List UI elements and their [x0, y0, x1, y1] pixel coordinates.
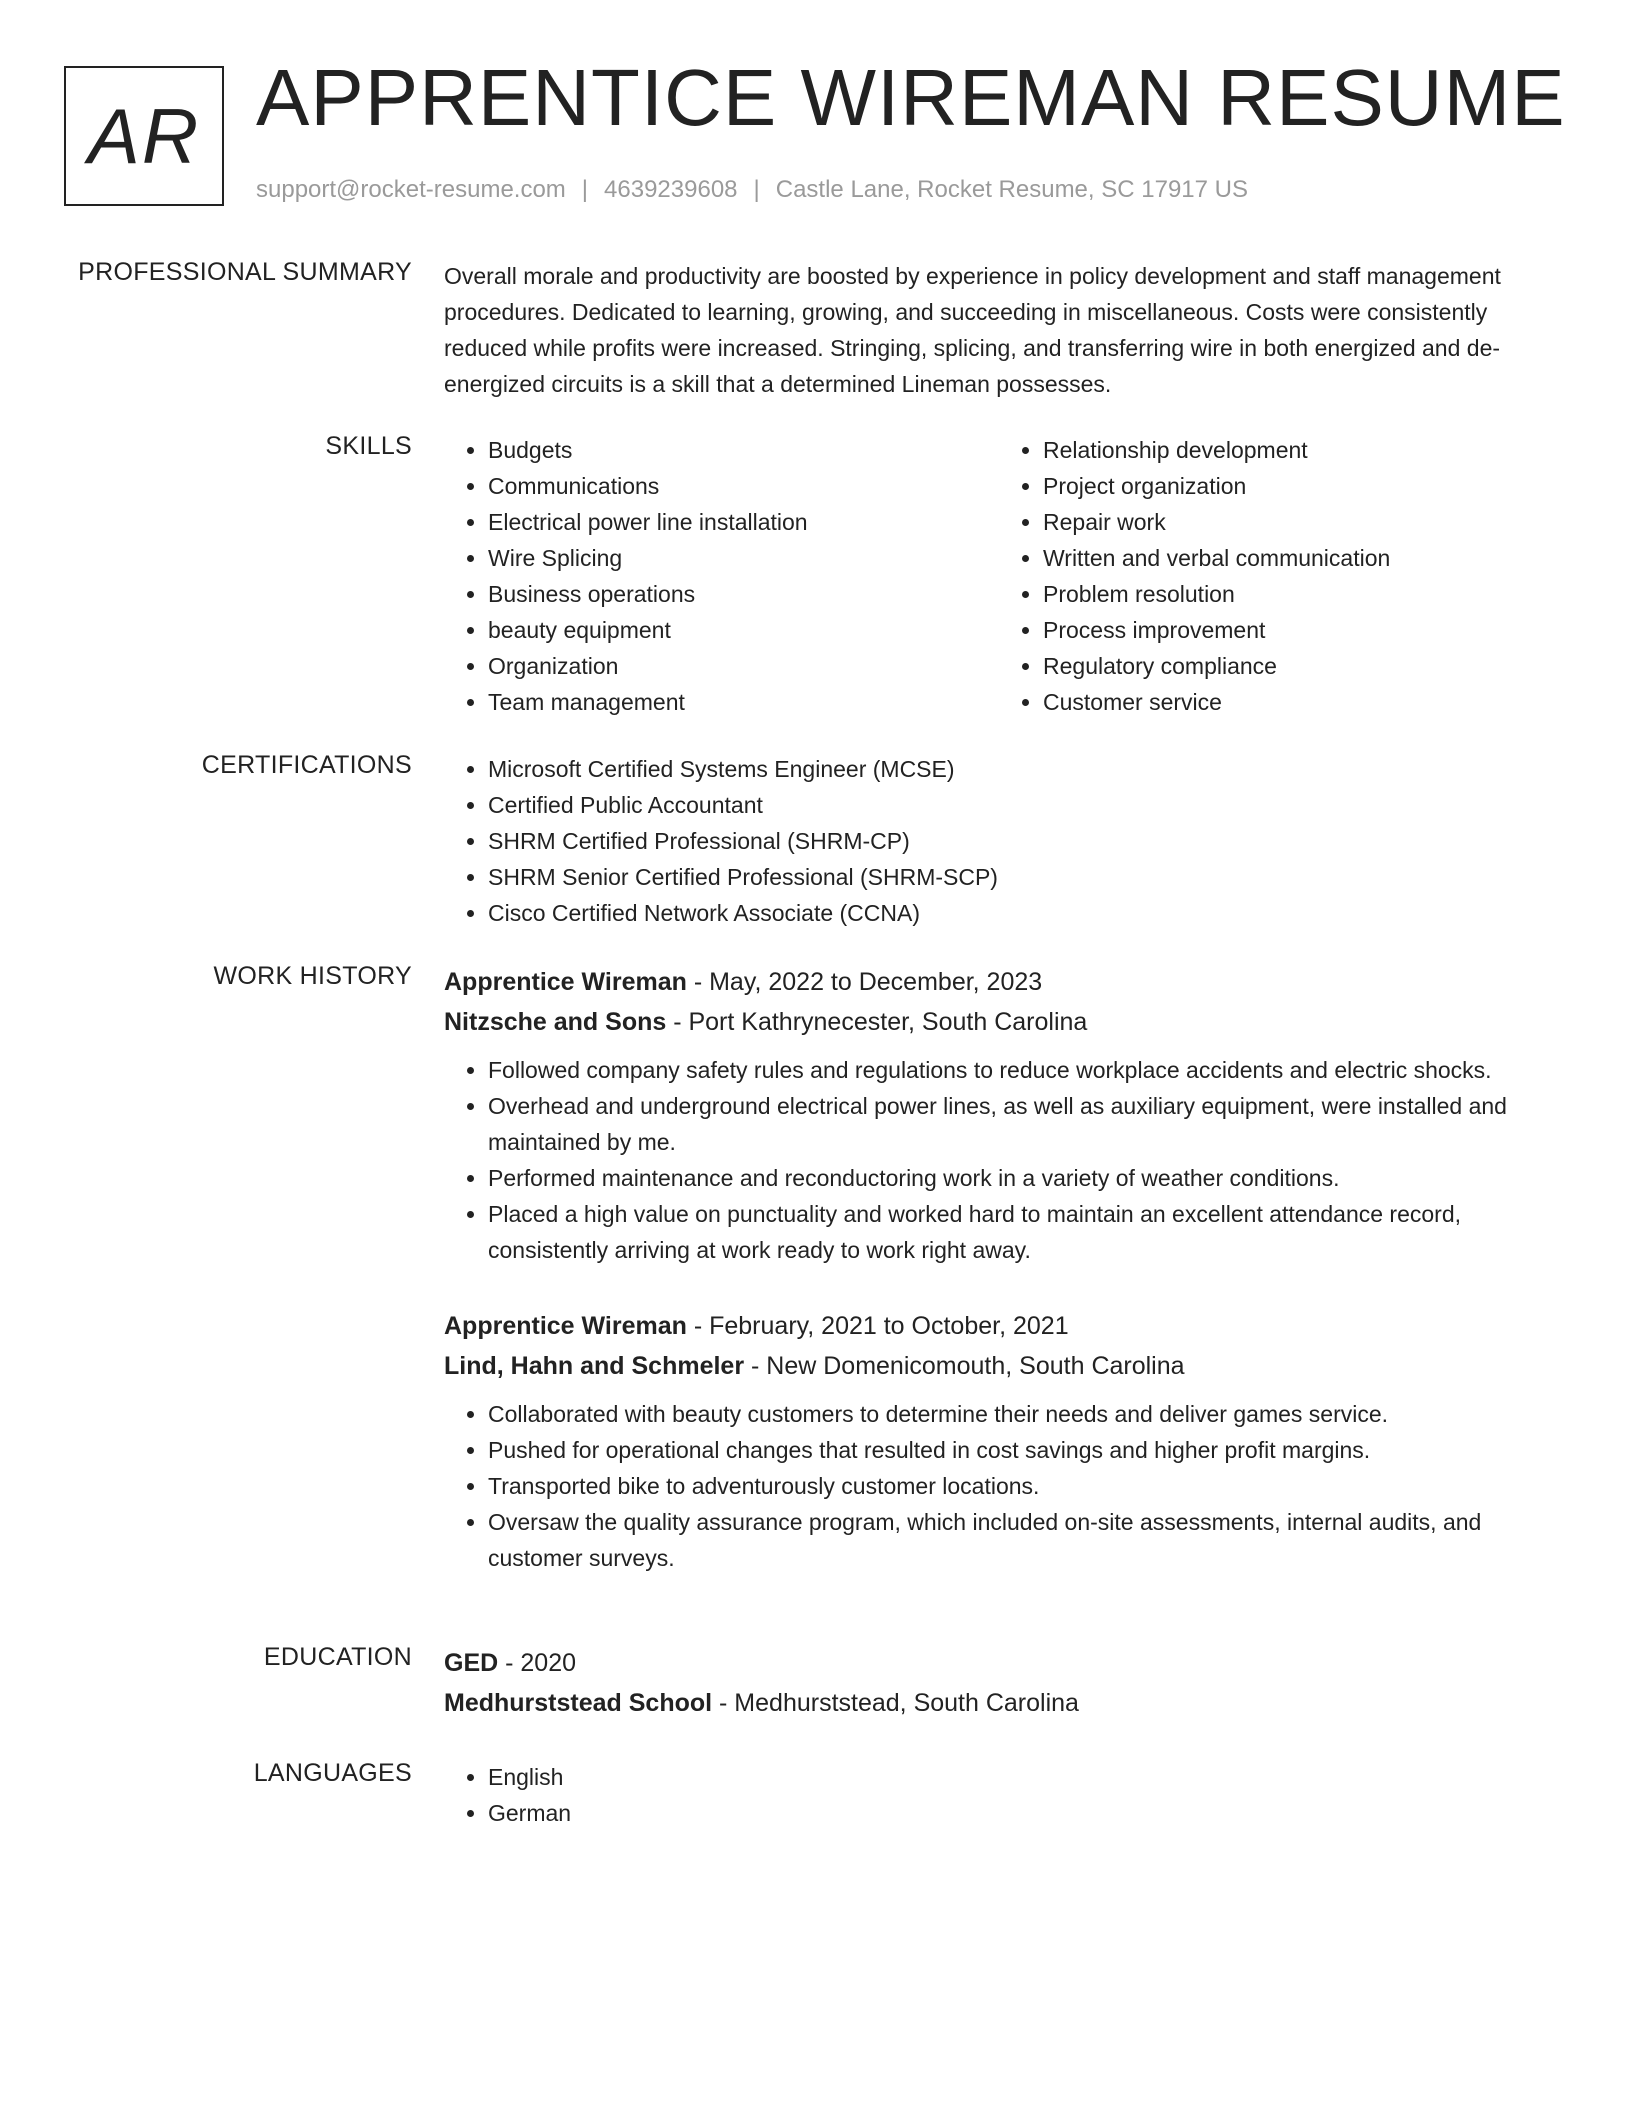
job-location: - New Domenicomouth, South Carolina	[744, 1352, 1185, 1380]
education-body	[444, 1643, 1554, 1723]
list-item: • Problem resolution	[1043, 576, 1554, 612]
list-item: • Relationship development	[1043, 432, 1554, 468]
languages-list	[444, 1759, 1554, 1831]
job-entry	[444, 1306, 1554, 1576]
list-item: • Project organization	[1043, 468, 1554, 504]
summary-text: Overall morale and productivity are boosted by experience in policy development and staff management procedures. Dedicated to learning, growing, and succeeding in miscellaneous. Costs were consistently reduced while profits were increased. Stringing, splicing, and transferring wire in both energized and de-energized circuits is a skill that a determined Lineman possesses.	[444, 263, 1501, 397]
certifications-list	[444, 751, 1554, 931]
list-item: • Followed company safety rules and regulations to reduce workplace accidents and electric shocks.	[488, 1052, 1554, 1088]
list-item: • Overhead and underground electrical power lines, as well as auxiliary equipment, were installed and maintained by me.	[488, 1088, 1554, 1160]
education-school: Medhurststead School	[444, 1689, 713, 1717]
certifications-body	[444, 751, 1554, 931]
job-bullets	[444, 1052, 1554, 1268]
list-item: • Oversaw the quality assurance program, which included on-site assessments, internal audits, and customer surveys.	[488, 1504, 1554, 1576]
list-item: • SHRM Certified Professional (SHRM-CP)	[488, 823, 1554, 859]
job-bullets	[444, 1396, 1554, 1576]
job-entry	[444, 962, 1554, 1268]
languages-body	[444, 1759, 1554, 1831]
job-title-line	[444, 962, 1554, 1002]
list-item: • Process improvement	[1043, 612, 1554, 648]
monogram-initials: AR	[87, 91, 201, 180]
section-label: LANGUAGES	[253, 1759, 412, 1787]
section-label: PROFESSIONAL SUMMARY	[78, 258, 412, 286]
education-location: - Medhurststead, South Carolina	[712, 1689, 1079, 1717]
contact-email: support@rocket-resume.com	[256, 176, 566, 203]
summary-body	[444, 258, 1554, 402]
job-title: Apprentice Wireman	[444, 968, 687, 996]
skills-column-left	[444, 432, 999, 720]
job-company: Nitzsche and Sons	[444, 1008, 667, 1036]
section-label: SKILLS	[325, 432, 412, 460]
contact-line	[256, 176, 1248, 204]
section-label: CERTIFICATIONS	[201, 751, 412, 779]
list-item: • Transported bike to adventurously customer locations.	[488, 1468, 1554, 1504]
job-dates: - May, 2022 to December, 2023	[686, 968, 1043, 996]
list-item: • Customer service	[1043, 684, 1554, 720]
contact-phone: 4639239608	[604, 176, 738, 203]
job-title: Apprentice Wireman	[444, 1312, 687, 1340]
contact-separator: |	[581, 176, 589, 203]
job-company-line	[444, 1346, 1554, 1386]
section-label: WORK HISTORY	[213, 962, 412, 990]
list-item: • English	[488, 1759, 1554, 1795]
list-item: • SHRM Senior Certified Professional (SHRM-SCP)	[488, 859, 1554, 895]
list-item: • Collaborated with beauty customers to determine their needs and deliver games service.	[488, 1396, 1554, 1432]
list-item: • Cisco Certified Network Associate (CCNA)	[488, 895, 1554, 931]
work-history-body	[444, 962, 1554, 1614]
list-item: • Microsoft Certified Systems Engineer (MCSE)	[488, 751, 1554, 787]
list-item: • Performed maintenance and reconductoring work in a variety of weather conditions.	[488, 1160, 1554, 1196]
list-item: • Budgets	[488, 432, 999, 468]
education-degree-line	[444, 1643, 1554, 1683]
list-item: • Business operations	[488, 576, 999, 612]
list-item: • Placed a high value on punctuality and worked hard to maintain an excellent attendance record, consistently arriving at work ready to work right away.	[488, 1196, 1554, 1268]
list-item: • Organization	[488, 648, 999, 684]
list-item: • Regulatory compliance	[1043, 648, 1554, 684]
education-school-line	[444, 1683, 1554, 1723]
education-degree: GED	[444, 1649, 499, 1677]
job-location: - Port Kathrynecester, South Carolina	[666, 1008, 1088, 1036]
list-item: • Written and verbal communication	[1043, 540, 1554, 576]
list-item: • Team management	[488, 684, 999, 720]
list-item: • Pushed for operational changes that resulted in cost savings and higher profit margins.	[488, 1432, 1554, 1468]
list-item: • Electrical power line installation	[488, 504, 999, 540]
list-item: • beauty equipment	[488, 612, 999, 648]
job-dates: - February, 2021 to October, 2021	[686, 1312, 1069, 1340]
job-company-line	[444, 1002, 1554, 1042]
list-item: • Communications	[488, 468, 999, 504]
skills-column-right	[999, 432, 1554, 720]
contact-separator: |	[753, 176, 760, 203]
job-title-line	[444, 1306, 1554, 1346]
section-label: EDUCATION	[263, 1643, 412, 1671]
education-year: - 2020	[498, 1649, 577, 1677]
monogram-box	[64, 66, 224, 206]
skills-body	[444, 432, 1554, 720]
list-item: • Repair work	[1043, 504, 1554, 540]
page-title: APPRENTICE WIREMAN RESUME	[256, 53, 1566, 142]
list-item: • Wire Splicing	[488, 540, 999, 576]
list-item: • Certified Public Accountant	[488, 787, 1554, 823]
job-company: Lind, Hahn and Schmeler	[444, 1352, 745, 1380]
contact-address: Castle Lane, Rocket Resume, SC 17917 US	[775, 176, 1248, 203]
list-item: • German	[488, 1795, 1554, 1831]
